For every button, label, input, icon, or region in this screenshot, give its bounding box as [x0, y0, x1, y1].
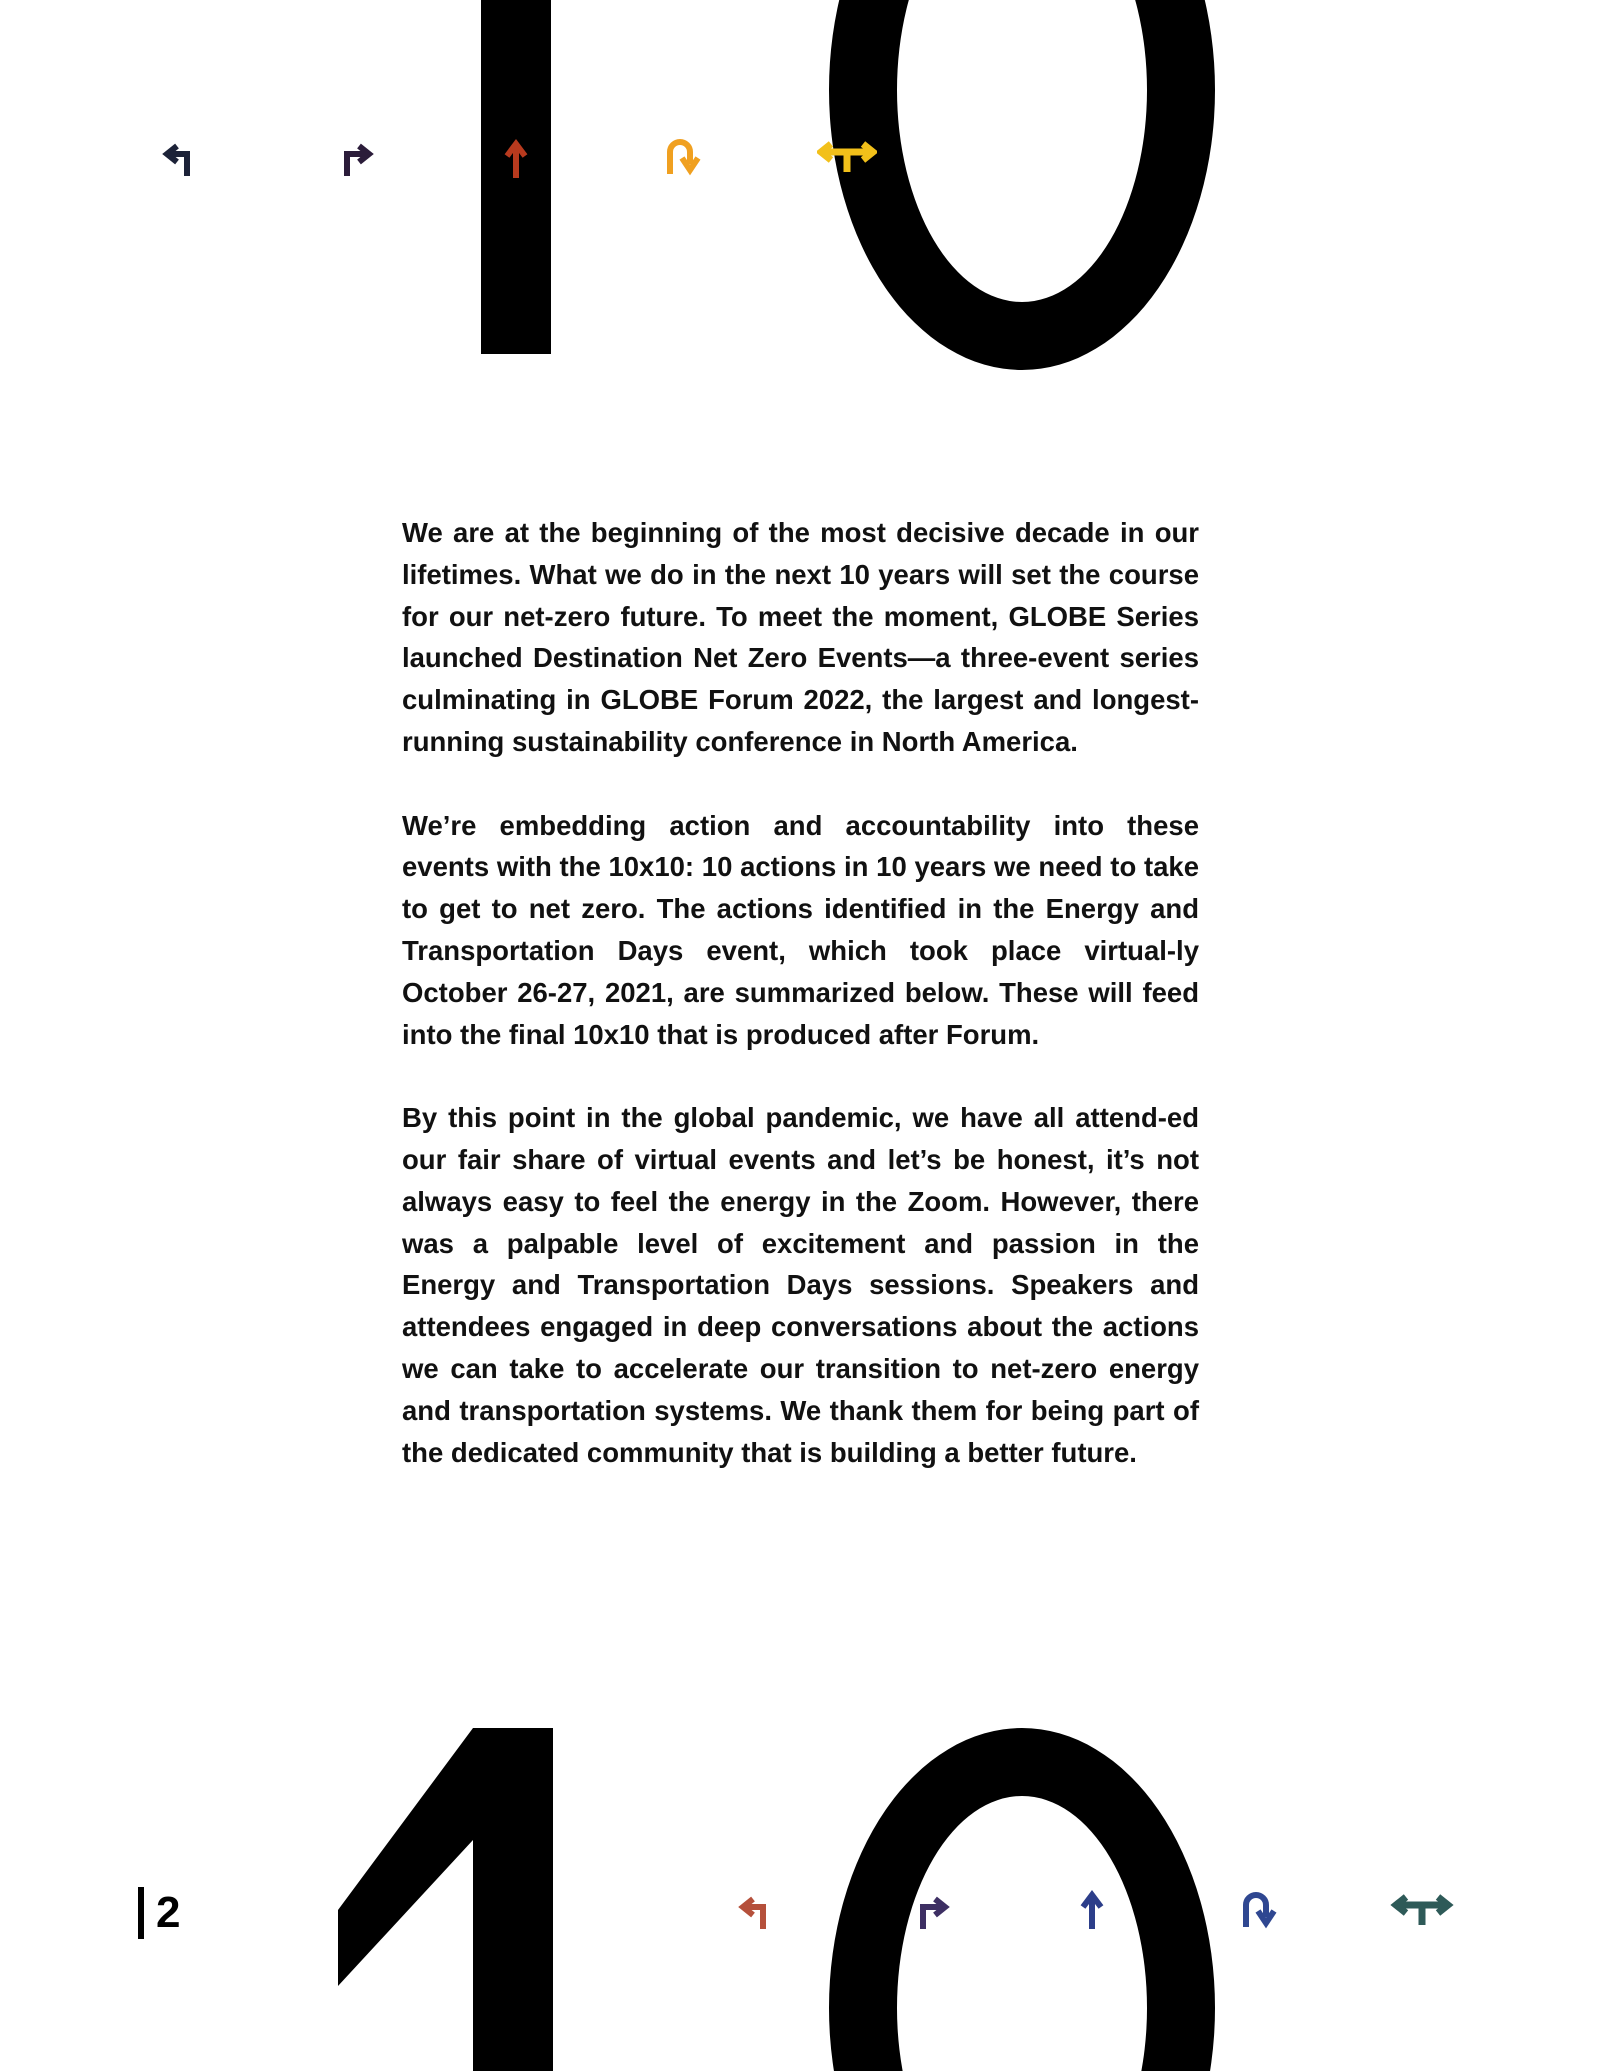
turn-right-arrow-icon: [911, 1891, 955, 1935]
paragraph-1: We are at the beginning of the most decisive decade in our lifetimes. What we do in the next 10 years will set the course for our net-zero future. To meet the moment, GLOBE Series launched Destination Net Zero Events—a three-event series culminating in GLOBE Forum 2022, the largest and longest-running sustainability conference in North America.: [402, 517, 1199, 757]
turn-right-arrow-icon: [335, 138, 379, 182]
turn-left-arrow-icon: [157, 138, 201, 182]
u-turn-arrow-icon: [1236, 1889, 1280, 1933]
page-number-value: 2: [156, 1888, 181, 1937]
large-zero-digit-top: [829, 0, 1215, 370]
turn-left-arrow-icon: [733, 1891, 777, 1935]
split-arrow-icon: [1390, 1885, 1454, 1929]
split-arrow-icon: [817, 132, 877, 176]
page-number: [138, 1887, 180, 1939]
straight-arrow-icon: [494, 138, 538, 182]
paragraph-2: We’re embedding action and accountability into these events with the 10x10: 10 actions in 10 years we need to take to get to net zero. The actions identified in the Energy and Transportation Days event, which took place virtual-ly October 26-27, 2021, are summarized below. These will feed into the final 10x10 that is produced after Forum.: [402, 809, 1199, 1050]
straight-arrow-icon: [1070, 1889, 1114, 1933]
large-zero-digit-bottom: [829, 1728, 1215, 2071]
large-one-digit-bottom: [338, 1728, 553, 2071]
intro-text: [402, 512, 1199, 1515]
u-turn-arrow-icon: [660, 136, 704, 180]
paragraph-3: By this point in the global pandemic, we have all attend-ed our fair share of virtual events and let’s be honest, it’s not always easy to feel the energy in the Zoom. However, there was a palpable level of excitement and passion in the Energy and Transportation Days sessions. Speakers and attendees engaged in deep conversations about the actions we can take to accelerate our transition to net-zero energy and transportation systems. We thank them for being part of the dedicated community that is building a better future.: [402, 1102, 1199, 1468]
page-number-divider: [138, 1887, 144, 1939]
